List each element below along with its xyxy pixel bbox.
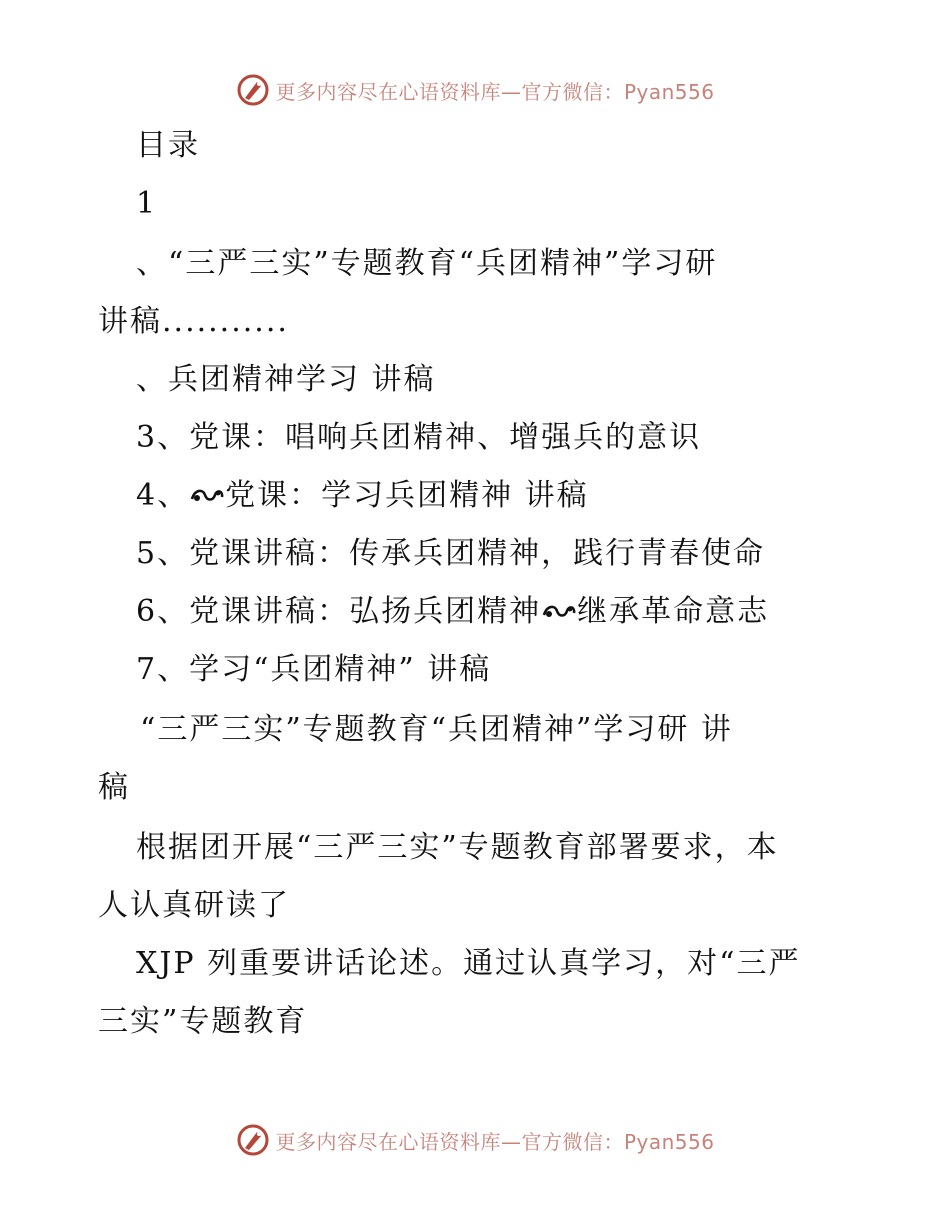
toc-item-6 [136,594,769,630]
toc-item-1-line-2: 讲稿........... [98,304,289,339]
footer-watermark-banner [0,1118,950,1162]
pen-logo-icon [235,72,271,108]
section-heading-line-2: 稿 [98,770,130,805]
toc-title: 目录 [136,128,200,163]
toc-item-6-prefix: 6、党课讲稿：弘扬兵团精神 [136,594,542,629]
paragraph-1-line-1: 根据团开展“三严三实”专题教育部署要求，本 [136,830,779,865]
toc-item-3: 3、党课：唱响兵团精神、增强兵的意识 [136,420,702,455]
paragraph-1-line-2: 人认真研读了 [98,888,290,923]
header-watermark-banner [0,68,950,112]
watermark-text: 更多内容尽在心语资料库—官方微信：Pyan556 [275,1129,715,1154]
watermark-text: 更多内容尽在心语资料库—官方微信：Pyan556 [275,79,715,104]
toc-number: 1 [136,186,158,221]
toc-item-4-suffix: 党课：学习兵团精神 讲稿 [225,478,589,513]
paragraph-2-line-2: 三实”专题教育 [98,1004,308,1039]
toc-item-2: 、兵团精神学习 讲稿 [136,362,436,397]
pen-logo-icon [235,1122,271,1158]
paragraph-2-line-1: XJP 列重要讲话论述。通过认真学习，对“三严 [136,946,801,981]
swirl-ornament-icon [541,599,577,623]
toc-item-5: 5、党课讲稿：传承兵团精神，践行青春使命 [136,536,766,571]
section-heading-line-1: “三严三实”专题教育“兵团精神”学习研 讲 [140,712,733,747]
toc-item-6-suffix: 继承革命意志 [577,594,770,629]
toc-item-7: 7、学习“兵团精神” 讲稿 [136,652,492,687]
swirl-ornament-icon [189,483,225,507]
toc-item-4-prefix: 4、 [136,478,190,513]
toc-item-4 [136,478,589,514]
toc-item-1-line-1: 、“三严三实”专题教育“兵团精神”学习研 [136,246,718,281]
